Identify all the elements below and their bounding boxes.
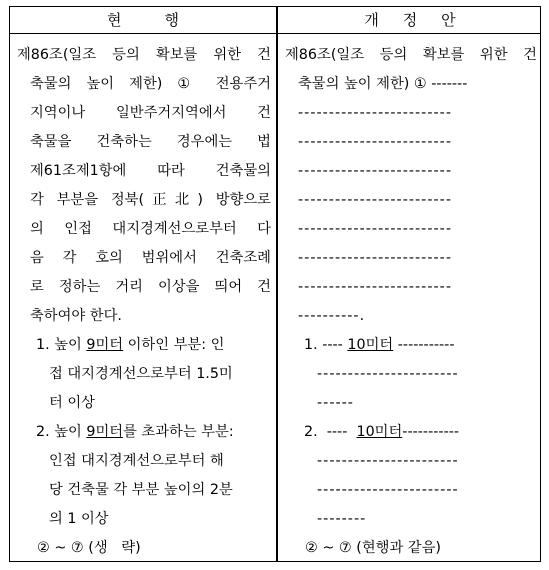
proposed-item-line: ------: [317, 395, 354, 411]
current-line: 음 각 호의 범위에서 건축조례: [30, 250, 271, 266]
item-text: ----: [326, 424, 357, 440]
current-line: 의 인접 대지경계선으로부터 다: [30, 221, 271, 237]
current-omitted: ② ~ ⑦ (생 략): [37, 540, 141, 556]
current-item-line: 터 이상: [49, 395, 95, 411]
proposed-item-2: [285, 418, 537, 447]
proposed-item-line: -----------------------: [317, 482, 459, 498]
proposed-omitted: ② ~ ⑦ (현행과 같음): [305, 540, 442, 556]
current-item-line: 인접 대지경계선으로부터 해: [49, 453, 224, 469]
item-number: 1.: [36, 337, 55, 353]
underlined-amendment: 9미터: [86, 424, 124, 440]
current-item-2: [17, 418, 271, 447]
proposed-item-line: -----------------------: [317, 453, 459, 469]
item-text: -----------: [393, 337, 455, 353]
current-item-1: [17, 331, 271, 360]
proposed-column: [285, 41, 537, 563]
current-column: [17, 41, 271, 563]
current-line: 지역이나 일반주거지역에서 건: [30, 105, 271, 121]
proposed-item-line: -----------------------: [317, 366, 459, 382]
current-line: 로 정하는 거리 이상을 띄어 건: [30, 279, 271, 295]
item-text: 높이: [54, 337, 87, 353]
proposed-line: 축물의 높이 제한) ① -------: [298, 76, 468, 92]
comparison-table: [9, 6, 541, 562]
proposed-line: -------------------------: [298, 105, 452, 121]
current-item-line: 접 대지경계선으로부터 1.5미: [49, 366, 233, 382]
item-text: -----------: [402, 424, 460, 440]
current-item-line: 당 건축물 각 부분 높이의 2분: [49, 482, 233, 498]
underlined-amendment: 9미터: [86, 337, 124, 353]
underlined-amendment: 10미터: [356, 424, 403, 440]
current-line: 제86조(일조 등의 확보를 위한 건: [17, 47, 271, 63]
proposed-item-line: --------: [317, 511, 367, 527]
item-text: 를 초과하는 부분:: [123, 424, 234, 440]
current-line: 각 부분을 정북(正北) 방향으로: [30, 192, 271, 208]
current-line: 축물을 건축하는 경우에는 법: [30, 134, 271, 150]
header-current: 현 행: [107, 11, 179, 29]
item-text: 이하인 부분: 인: [123, 337, 225, 353]
proposed-line: -------------------------: [298, 163, 452, 179]
proposed-line: -------------------------: [298, 221, 452, 237]
proposed-line: -------------------------: [298, 250, 452, 266]
item-number: 1.: [304, 337, 323, 353]
current-line: 축하여야 한다.: [30, 308, 122, 324]
header-divider: [10, 33, 540, 34]
proposed-line: 제86조(일조 등의 확보를 위한 건: [285, 47, 537, 63]
underlined-amendment: 10미터: [347, 337, 394, 353]
item-number: 2.: [36, 424, 55, 440]
header-proposed: 개 정 안: [364, 11, 456, 29]
proposed-line: -------------------------: [298, 279, 452, 295]
column-divider: [276, 7, 278, 561]
current-item-line: 의 1 이상: [49, 511, 109, 527]
proposed-item-1: [285, 331, 537, 360]
proposed-line: -------------------------: [298, 134, 452, 150]
item-text: ----: [322, 337, 348, 353]
current-line: 축물의 높이 제한) ① 전용주거: [30, 76, 271, 92]
current-line: 제61조제1항에 따라 건축물의: [30, 163, 271, 179]
item-number: 2.: [304, 424, 327, 440]
item-text: 높이: [54, 424, 87, 440]
proposed-line: -------------------------: [298, 192, 452, 208]
proposed-line: ----------.: [298, 308, 366, 324]
